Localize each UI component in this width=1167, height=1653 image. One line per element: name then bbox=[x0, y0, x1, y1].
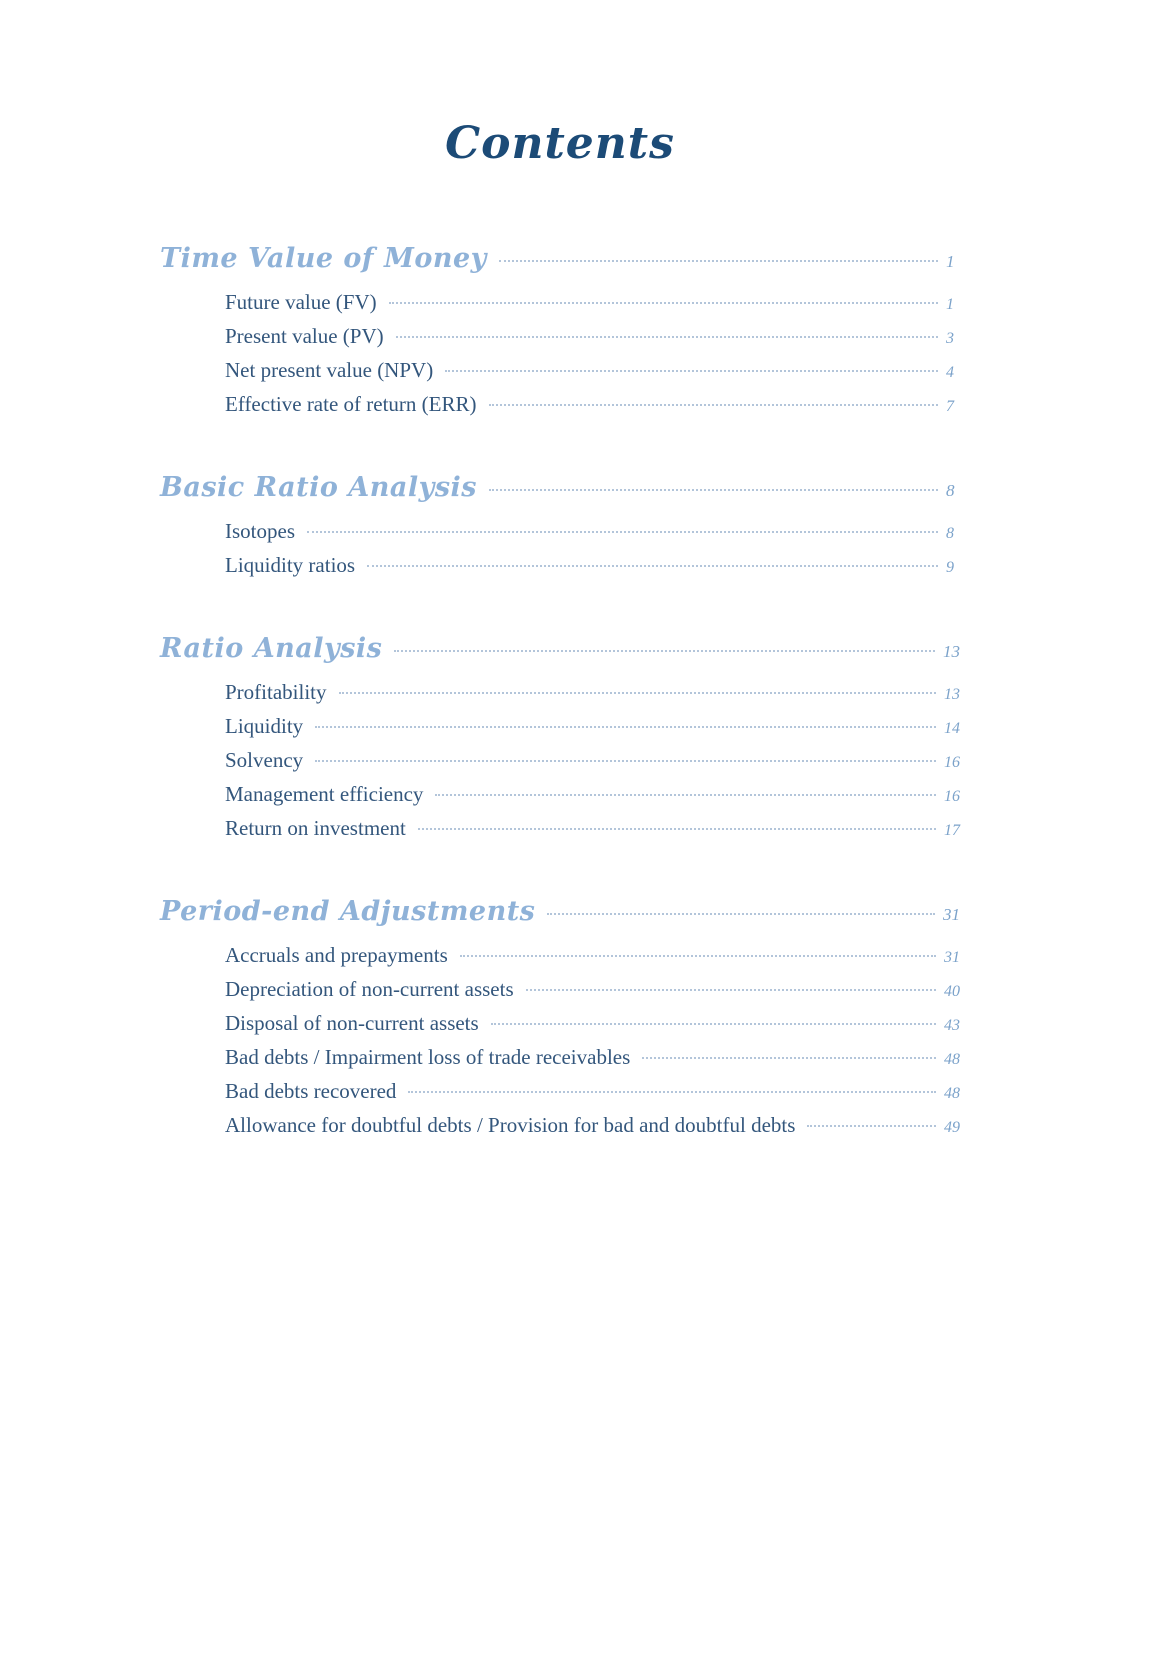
toc-entry-row bbox=[160, 1079, 960, 1113]
dotted-leader bbox=[307, 531, 938, 533]
toc-section bbox=[160, 896, 960, 1147]
entry-label: Bad debts / Impairment loss of trade receivables bbox=[225, 1045, 631, 1069]
page-number: 48 bbox=[944, 1085, 960, 1102]
toc-entry-row bbox=[160, 943, 960, 977]
entry-label: Allowance for doubtful debts / Provision for bad and doubtful debts bbox=[225, 1113, 796, 1137]
dotted-leader bbox=[526, 989, 936, 991]
entry-label: Isotopes bbox=[225, 519, 295, 543]
dotted-leader bbox=[339, 692, 937, 694]
dotted-leader bbox=[642, 1057, 936, 1059]
entry-label: Effective rate of return (ERR) bbox=[225, 392, 477, 416]
toc-section-heading-row bbox=[160, 896, 960, 936]
dotted-leader bbox=[396, 336, 938, 338]
entry-label: Liquidity bbox=[225, 714, 304, 738]
table-of-contents bbox=[160, 243, 960, 1147]
toc-entry-row bbox=[160, 1011, 960, 1045]
page-number: 4 bbox=[946, 364, 954, 381]
toc-section-heading-row bbox=[160, 472, 960, 512]
dotted-leader bbox=[499, 260, 938, 262]
toc-section-heading-row bbox=[160, 633, 960, 673]
toc-entry-row bbox=[160, 324, 960, 358]
toc-section bbox=[160, 472, 960, 587]
section-heading: Period-end Adjustments bbox=[160, 896, 536, 927]
page-number: 49 bbox=[944, 1119, 960, 1136]
dotted-leader bbox=[445, 370, 938, 372]
dotted-leader bbox=[367, 565, 938, 567]
page-number: 8 bbox=[946, 481, 955, 500]
page-number: 31 bbox=[944, 949, 960, 966]
page-number: 7 bbox=[946, 398, 954, 415]
section-heading: Basic Ratio Analysis bbox=[160, 472, 477, 503]
toc-entry-row bbox=[160, 392, 960, 426]
dotted-leader bbox=[489, 489, 938, 491]
dotted-leader bbox=[460, 955, 936, 957]
entry-label: Solvency bbox=[225, 748, 304, 772]
page-number: 8 bbox=[946, 525, 954, 542]
dotted-leader bbox=[435, 794, 936, 796]
page-number: 16 bbox=[944, 788, 960, 805]
dotted-leader bbox=[315, 726, 936, 728]
section-heading: Time Value of Money bbox=[160, 243, 487, 274]
page-number: 48 bbox=[944, 1051, 960, 1068]
dotted-leader bbox=[418, 828, 936, 830]
toc-entry-row bbox=[160, 358, 960, 392]
page-number: 1 bbox=[946, 252, 955, 271]
entry-label: Depreciation of non-current assets bbox=[225, 977, 514, 1001]
entry-label: Liquidity ratios bbox=[225, 553, 356, 577]
toc-entry-row bbox=[160, 1113, 960, 1147]
page-number: 14 bbox=[944, 720, 960, 737]
dotted-leader bbox=[389, 302, 938, 304]
toc-entry-row bbox=[160, 1045, 960, 1079]
toc-section-heading-row bbox=[160, 243, 960, 283]
toc-section bbox=[160, 243, 960, 426]
dotted-leader bbox=[315, 760, 936, 762]
page-number: 13 bbox=[944, 686, 960, 703]
toc-entry-row bbox=[160, 816, 960, 850]
entry-label: Management efficiency bbox=[225, 782, 424, 806]
page-number: 3 bbox=[946, 330, 954, 347]
page-number: 13 bbox=[943, 642, 960, 661]
toc-entry-row bbox=[160, 782, 960, 816]
entry-label: Net present value (NPV) bbox=[225, 358, 434, 382]
toc-entry-row bbox=[160, 680, 960, 714]
page-number: 40 bbox=[944, 983, 960, 1000]
page-number: 17 bbox=[944, 822, 960, 839]
dotted-leader bbox=[394, 650, 935, 652]
entry-label: Bad debts recovered bbox=[225, 1079, 397, 1103]
dotted-leader bbox=[408, 1091, 936, 1093]
dotted-leader bbox=[489, 404, 939, 406]
dotted-leader bbox=[807, 1125, 936, 1127]
toc-entry-row bbox=[160, 977, 960, 1011]
entry-label: Profitability bbox=[225, 680, 327, 704]
dotted-leader bbox=[491, 1023, 936, 1025]
entry-label: Future value (FV) bbox=[225, 290, 377, 314]
page-title: Contents bbox=[445, 118, 675, 169]
page-number: 9 bbox=[946, 559, 954, 576]
toc-entry-row bbox=[160, 748, 960, 782]
dotted-leader bbox=[547, 913, 935, 915]
entry-label: Present value (PV) bbox=[225, 324, 384, 348]
page-number: 16 bbox=[944, 754, 960, 771]
page-number: 31 bbox=[943, 905, 960, 924]
toc-entry-row bbox=[160, 553, 960, 587]
entry-label: Accruals and prepayments bbox=[225, 943, 448, 967]
toc-entry-row bbox=[160, 714, 960, 748]
page-number: 43 bbox=[944, 1017, 960, 1034]
page-number: 1 bbox=[946, 296, 954, 313]
entry-label: Disposal of non-current assets bbox=[225, 1011, 479, 1035]
section-heading: Ratio Analysis bbox=[160, 633, 383, 664]
toc-section bbox=[160, 633, 960, 850]
entry-label: Return on investment bbox=[225, 816, 406, 840]
toc-entry-row bbox=[160, 519, 960, 553]
toc-entry-row bbox=[160, 290, 960, 324]
